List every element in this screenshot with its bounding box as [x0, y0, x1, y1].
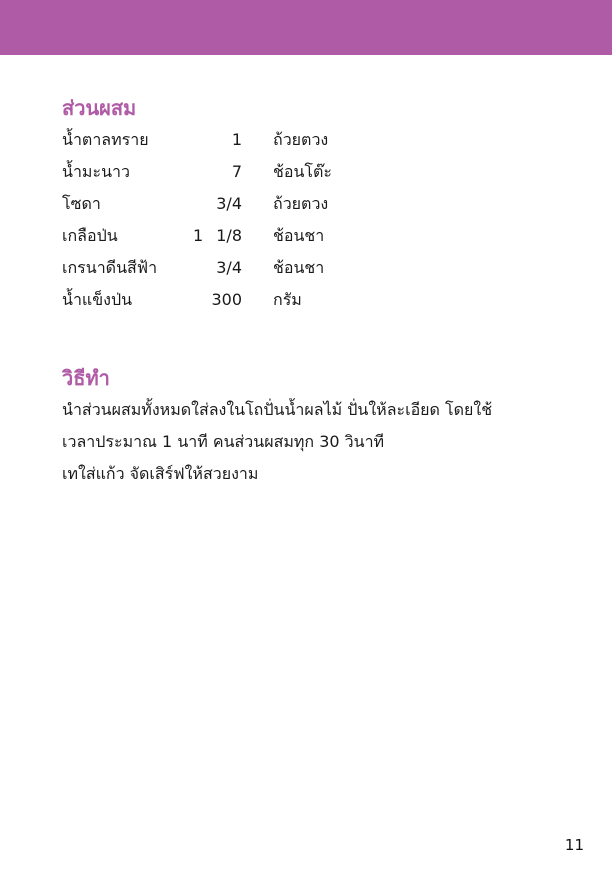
- ingredient-name: เกลือป่น: [62, 226, 118, 245]
- ingredient-unit: ช้อนชา: [273, 258, 325, 277]
- method-line: เวลาประมาณ 1 นาที คนส่วนผสมทุก 30 วินาที: [62, 432, 385, 451]
- ingredient-quantity: 1: [231, 130, 242, 149]
- ingredient-name: น้ำมะนาว: [62, 162, 130, 181]
- header-band: [0, 0, 612, 55]
- ingredient-unit: ช้อนชา: [273, 226, 325, 245]
- method-steps: [62, 394, 602, 490]
- ingredient-row: [62, 286, 402, 318]
- ingredient-quantity: 300: [211, 290, 242, 309]
- page-number: 11: [564, 836, 584, 854]
- ingredient-row: [62, 254, 402, 286]
- ingredient-row: [62, 222, 402, 254]
- method-line: นำส่วนผสมทั้งหมดใส่ลงในโถปั่นน้ำผลไม้ ปั่นให้ละเอียด โดยใช้: [62, 400, 493, 419]
- ingredient-row: [62, 190, 402, 222]
- ingredients-heading: ส่วนผสม: [62, 96, 137, 120]
- ingredients-list: [62, 126, 402, 318]
- ingredient-unit: ช้อนโต๊ะ: [273, 162, 332, 181]
- ingredient-quantity: 7: [231, 162, 242, 181]
- ingredient-quantity: 1 1/8: [192, 226, 242, 245]
- ingredient-unit: ถ้วยตวง: [273, 194, 329, 213]
- ingredient-quantity: 3/4: [216, 258, 242, 277]
- ingredient-row: [62, 158, 402, 190]
- ingredient-name: โซดา: [62, 194, 101, 213]
- ingredient-row: [62, 126, 402, 158]
- ingredient-name: เกรนาดีนสีฟ้า: [62, 258, 158, 277]
- ingredient-unit: กรัม: [273, 290, 302, 309]
- ingredient-unit: ถ้วยตวง: [273, 130, 329, 149]
- ingredient-name: น้ำแข็งป่น: [62, 290, 133, 309]
- method-line: เทใส่แก้ว จัดเสิร์ฟให้สวยงาม: [62, 464, 259, 483]
- ingredient-name: น้ำตาลทราย: [62, 130, 149, 149]
- ingredient-quantity: 3/4: [216, 194, 242, 213]
- method-heading: วิธีทำ: [62, 366, 110, 390]
